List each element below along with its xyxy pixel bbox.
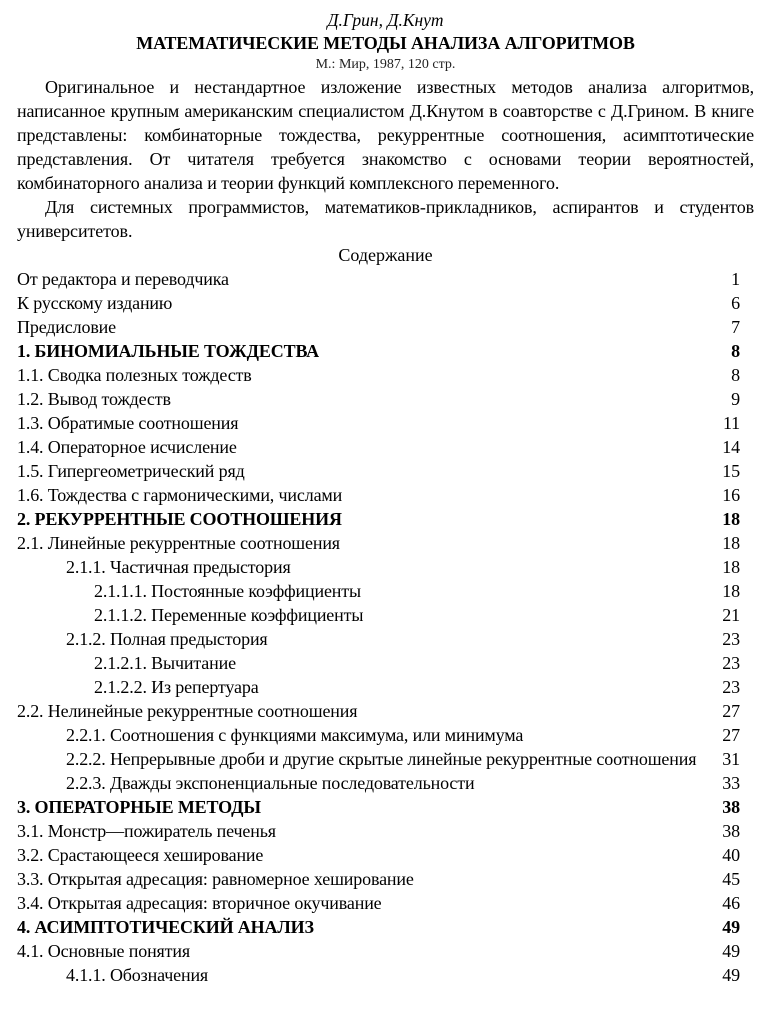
toc-entry-title: 3. ОПЕРАТОРНЫЕ МЕТОДЫ — [17, 797, 261, 817]
toc-page-number: 49 — [722, 941, 740, 961]
toc-page-number: 49 — [722, 965, 740, 985]
toc-row — [17, 363, 754, 387]
toc-entry-title: 2.1.1. Частичная предыстория — [66, 557, 291, 577]
toc-page-number: 16 — [722, 485, 740, 505]
toc-page-number: 27 — [722, 725, 740, 745]
toc-row — [17, 531, 754, 555]
toc-entry-title: 1.3. Обратимые соотношения — [17, 413, 239, 433]
toc-row — [17, 459, 754, 483]
toc-row — [17, 819, 754, 843]
toc-entry-title: 2.1.2.2. Из репертуара — [94, 677, 259, 697]
toc-entry-title: 4.1.1. Обозначения — [66, 965, 209, 985]
toc-entry-title: 2.1.1.1. Постоянные коэффициенты — [94, 581, 361, 601]
toc-row — [17, 747, 754, 771]
toc-row — [17, 723, 754, 747]
toc-page-number: 18 — [722, 581, 740, 601]
toc-entry-title: 1.6. Тождества с гармоническими, числами — [17, 485, 343, 505]
toc-page-number: 14 — [722, 437, 740, 457]
toc-page-number: 7 — [731, 317, 740, 337]
toc-page-number: 18 — [722, 509, 740, 529]
page-content — [17, 10, 754, 987]
toc-row — [17, 699, 754, 723]
toc-entry-title: От редактора и переводчика — [17, 269, 229, 289]
toc-row — [17, 939, 754, 963]
toc-entry-title: 1. БИНОМИАЛЬНЫЕ ТОЖДЕСТВА — [17, 341, 320, 361]
toc-page-number: 9 — [731, 389, 740, 409]
toc-entry-title: 3.2. Срастающееся хеширование — [17, 845, 264, 865]
book-abstract — [17, 75, 754, 243]
contents-heading: Содержание — [338, 245, 433, 265]
toc-row — [17, 387, 754, 411]
toc-chapter-row — [17, 795, 754, 819]
toc-entry-title: 4.1. Основные понятия — [17, 941, 191, 961]
toc-entry-title: 3.1. Монстр—пожиратель печенья — [17, 821, 276, 841]
toc-entry-title: 1.1. Сводка полезных тождеств — [17, 365, 252, 385]
toc-entry-title: 2.1.2. Полная предыстория — [66, 629, 268, 649]
toc-chapter-row — [17, 507, 754, 531]
toc-row — [17, 435, 754, 459]
toc-entry-title: 2.2.1. Соотношения с функциями максимума, или минимума — [66, 725, 524, 745]
toc-row — [17, 771, 754, 795]
toc-entry-title: 2.1. Линейные рекуррентные соотношения — [17, 533, 340, 553]
toc-entry-title: 2.1.2.1. Вычитание — [94, 653, 236, 673]
toc-page-number: 23 — [722, 629, 740, 649]
toc-row — [17, 675, 754, 699]
toc-row — [17, 891, 754, 915]
toc-row — [17, 603, 754, 627]
toc-page-number: 49 — [722, 917, 740, 937]
toc-page-number: 40 — [722, 845, 740, 865]
toc-row — [17, 651, 754, 675]
toc-row — [17, 867, 754, 891]
toc-row — [17, 291, 754, 315]
toc-row — [17, 267, 754, 291]
toc-entry-title: 4. АСИМПТОТИЧЕСКИЙ АНАЛИЗ — [17, 917, 314, 937]
toc-page-number: 31 — [722, 749, 740, 769]
toc-page-number: 21 — [722, 605, 740, 625]
book-title: МАТЕМАТИЧЕСКИЕ МЕТОДЫ АНАЛИЗА АЛГОРИТМОВ — [136, 33, 635, 53]
toc-page-number: 15 — [722, 461, 740, 481]
toc-page-number: 18 — [722, 533, 740, 553]
abstract-paragraph: Оригинальное и нестандартное изложение известных методов анализа алгоритмов, написанное крупным американским специалистом Д.Кнутом в соавторстве с Д.Грином. В книге представлены: комбинаторные тождества, рекуррентные соотношения, асимптотические представления. От читателя требуется знакомство с основами теории вероятностей, комбинаторного анализа и теории функций комплексного переменного. — [17, 77, 754, 193]
toc-entry-title: 2.1.1.2. Переменные коэффициенты — [94, 605, 364, 625]
toc-page-number: 23 — [722, 677, 740, 697]
toc-page-number: 38 — [722, 821, 740, 841]
toc-page-number: 11 — [722, 413, 740, 433]
toc-page-number: 6 — [731, 293, 740, 313]
toc-page-number: 27 — [722, 701, 740, 721]
toc-row — [17, 483, 754, 507]
toc-page-number: 8 — [731, 365, 740, 385]
toc-page-number: 45 — [722, 869, 740, 889]
toc-entry-title: 2.2.3. Дважды экспоненциальные последовательности — [66, 773, 475, 793]
toc-entry-title: 2. РЕКУРРЕНТНЫЕ СООТНОШЕНИЯ — [17, 509, 342, 529]
toc-row — [17, 963, 754, 987]
toc-row — [17, 411, 754, 435]
toc-page-number: 33 — [722, 773, 740, 793]
toc-row — [17, 627, 754, 651]
toc-row — [17, 315, 754, 339]
toc-entry-title: 1.5. Гипергеометрический ряд — [17, 461, 245, 481]
table-of-contents — [17, 267, 754, 987]
book-authors: Д.Грин, Д.Кнут — [327, 10, 444, 30]
publisher-info: М.: Мир, 1987, 120 стр. — [315, 57, 456, 72]
toc-chapter-row — [17, 339, 754, 363]
toc-entry-title: Предисловие — [17, 317, 116, 337]
toc-page-number: 38 — [722, 797, 740, 817]
audience-paragraph: Для системных программистов, математиков-прикладников, аспирантов и студентов университетов. — [17, 197, 754, 241]
toc-page-number: 23 — [722, 653, 740, 673]
toc-entry-title: 2.2.2. Непрерывные дроби и другие скрытые линейные рекуррентные соотношения — [66, 749, 697, 769]
toc-entry-title: К русскому изданию — [17, 293, 173, 313]
toc-row — [17, 579, 754, 603]
toc-row — [17, 555, 754, 579]
toc-entry-title: 1.2. Вывод тождеств — [17, 389, 171, 409]
toc-entry-title: 3.4. Открытая адресация: вторичное окучивание — [17, 893, 382, 913]
toc-page-number: 1 — [731, 269, 740, 289]
toc-page-number: 18 — [722, 557, 740, 577]
toc-entry-title: 2.2. Нелинейные рекуррентные соотношения — [17, 701, 358, 721]
toc-page-number: 8 — [731, 341, 740, 361]
toc-entry-title: 3.3. Открытая адресация: равномерное хеширование — [17, 869, 414, 889]
toc-page-number: 46 — [722, 893, 740, 913]
toc-entry-title: 1.4. Операторное исчисление — [17, 437, 237, 457]
toc-row — [17, 843, 754, 867]
toc-chapter-row — [17, 915, 754, 939]
